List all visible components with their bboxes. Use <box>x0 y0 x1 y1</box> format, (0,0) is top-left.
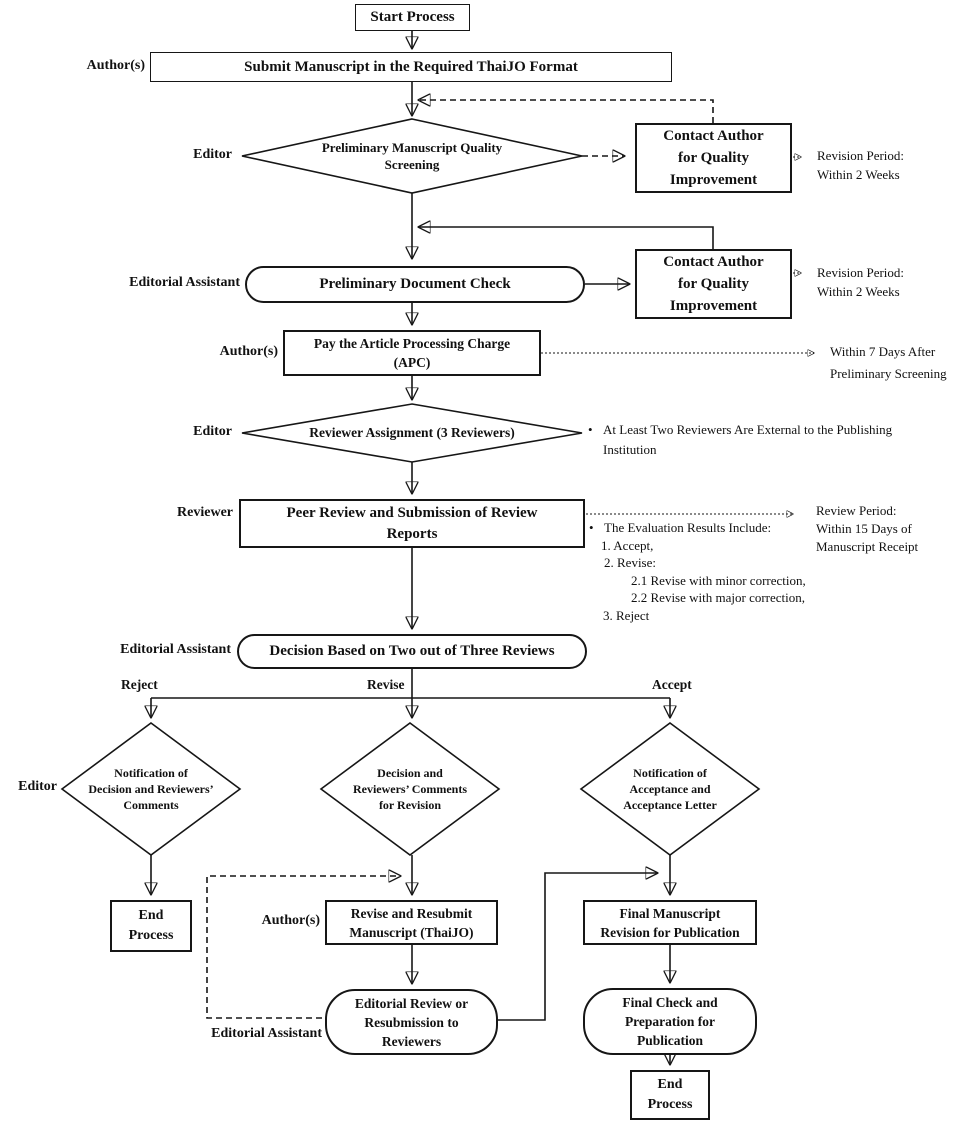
diamond-notification-accept-label: Notification of Acceptance and Acceptance Letter <box>623 766 717 812</box>
role-editorial-assistant-resubmission: Editorial Assistant <box>211 1026 322 1041</box>
bullet-icon: • <box>588 422 593 437</box>
role-author-apc: Author(s) <box>219 344 278 359</box>
branch-label-reject: Reject <box>121 677 158 692</box>
role-author-revise: Author(s) <box>261 913 320 928</box>
loop-contact-mid-return <box>419 227 713 249</box>
node-start-process: Start Process <box>355 4 470 31</box>
node-final-manuscript-revision: Final Manuscript Revision for Publication <box>583 900 757 945</box>
node-contact-author-top: Contact Author for Quality Improvement <box>635 123 792 193</box>
note-external-reviewers: • At Least Two Reviewers Are External to the Publishing Institution <box>588 422 893 457</box>
branch-label-revise: Revise <box>367 677 405 692</box>
role-editorial-assistant-decision: Editorial Assistant <box>120 642 231 657</box>
node-final-check-preparation: Final Check and Preparation for Publication <box>583 988 757 1055</box>
diamond-screening-label: Preliminary Manuscript Quality Screening <box>321 140 503 172</box>
diamond-assignment-label: Reviewer Assignment (3 Reviewers) <box>309 425 515 440</box>
diamond-notification-reject-label: Notification of Decision and Reviewers’ Comments <box>88 766 214 812</box>
role-editor-screening: Editor <box>193 147 232 162</box>
note-revision-period-mid: Revision Period: Within 2 Weeks <box>817 265 905 299</box>
role-editor-assignment: Editor <box>193 424 232 439</box>
note-review-period: Review Period: Within 15 Days of Manuscript Receipt <box>816 503 919 554</box>
node-editorial-review-resubmission: Editorial Review or Resubmission to Reviewers <box>325 989 498 1055</box>
diamond-comments-revision-label: Decision and Reviewers’ Comments for Revision <box>352 766 468 812</box>
node-pay-apc: Pay the Article Processing Charge (APC) <box>283 330 541 376</box>
role-author-submit: Author(s) <box>86 58 145 73</box>
dashed-contact-top-return <box>419 100 713 123</box>
branch-label-accept: Accept <box>652 677 692 692</box>
node-contact-author-mid: Contact Author for Quality Improvement <box>635 249 792 319</box>
bullet-icon: • <box>589 520 594 535</box>
role-editor-outcomes: Editor <box>18 779 57 794</box>
node-preliminary-document-check: Preliminary Document Check <box>245 266 585 303</box>
node-revise-resubmit: Revise and Resubmit Manuscript (ThaiJO) <box>325 900 498 945</box>
node-end-process-left: End Process <box>110 900 192 952</box>
note-apc-period: Within 7 Days After Preliminary Screening <box>830 344 947 381</box>
node-peer-review: Peer Review and Submission of Review Reports <box>239 499 585 548</box>
node-submit-manuscript: Submit Manuscript in the Required ThaiJO Format <box>150 52 672 82</box>
role-editorial-assistant-check: Editorial Assistant <box>129 275 240 290</box>
node-decision-two-of-three: Decision Based on Two out of Three Reviews <box>237 634 587 669</box>
node-end-process-right: End Process <box>630 1070 710 1120</box>
role-reviewer: Reviewer <box>177 505 233 520</box>
note-evaluation-results: • The Evaluation Results Include: 1. Accept, 2. Revise: 2.1 Revise with minor correction, 2.2 Revise with major correction, 3. Reject <box>589 520 806 623</box>
note-revision-period-top: Revision Period: Within 2 Weeks <box>817 148 905 182</box>
